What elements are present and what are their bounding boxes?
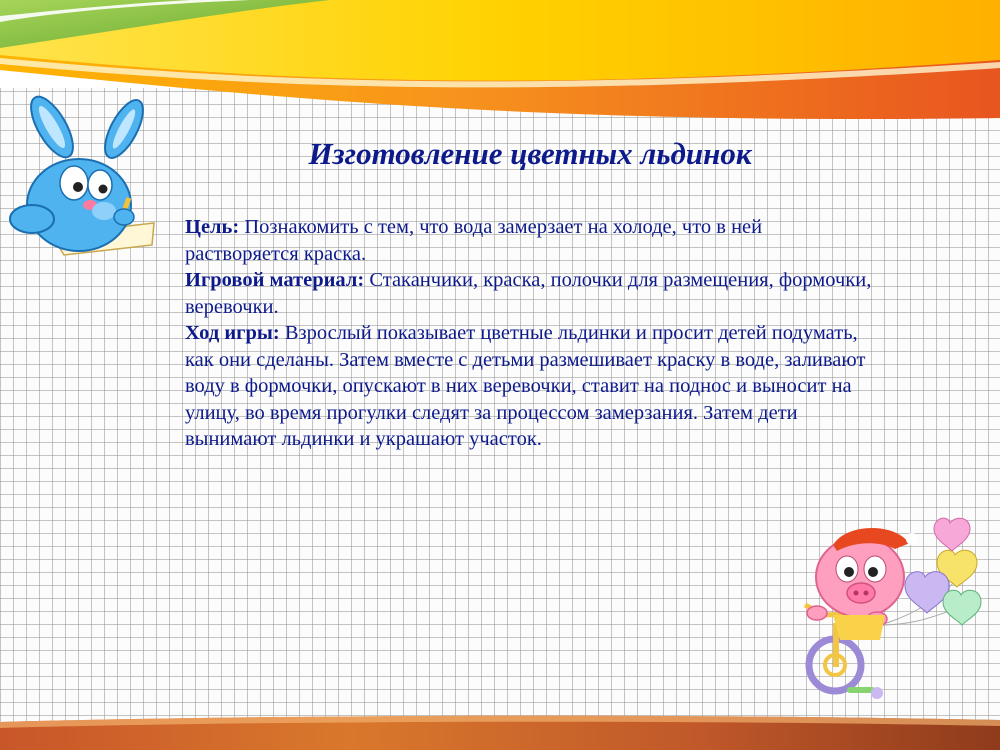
goal-text: Познакомить с тем, что вода замерзает на холоде, что в ней растворяется краска. — [185, 216, 763, 265]
blue-rabbit-character-icon — [4, 95, 164, 265]
slide-body — [185, 214, 875, 453]
bottom-bar — [0, 708, 1000, 750]
game-progress-label: Ход игры: — [185, 322, 280, 344]
heart-balloons-icon — [905, 518, 981, 625]
goal-paragraph — [185, 214, 875, 267]
slide-title: Изготовление цветных льдинок — [308, 136, 752, 171]
game-progress-text: Взрослый показывает цветные льдинки и просит детей подумать, как они сделаны. Затем вместе с детьми размешивает краску в воде, заливают воду в формочки, опускают в них веревочки, ставит на поднос и выносит на улицу, во время прогулки следят за процессом замерзания. Затем дети вынимают льдинки и украшают участок. — [185, 322, 866, 450]
materials-text: Стаканчики, краска, полочки для размещения, формочки, веревочки. — [185, 269, 872, 318]
materials-label: Игровой материал: — [185, 269, 365, 291]
materials-paragraph — [185, 267, 875, 320]
goal-label: Цель: — [185, 216, 240, 238]
pink-pig-on-bicycle-character-icon — [785, 515, 990, 710]
game-progress-paragraph — [185, 320, 875, 453]
